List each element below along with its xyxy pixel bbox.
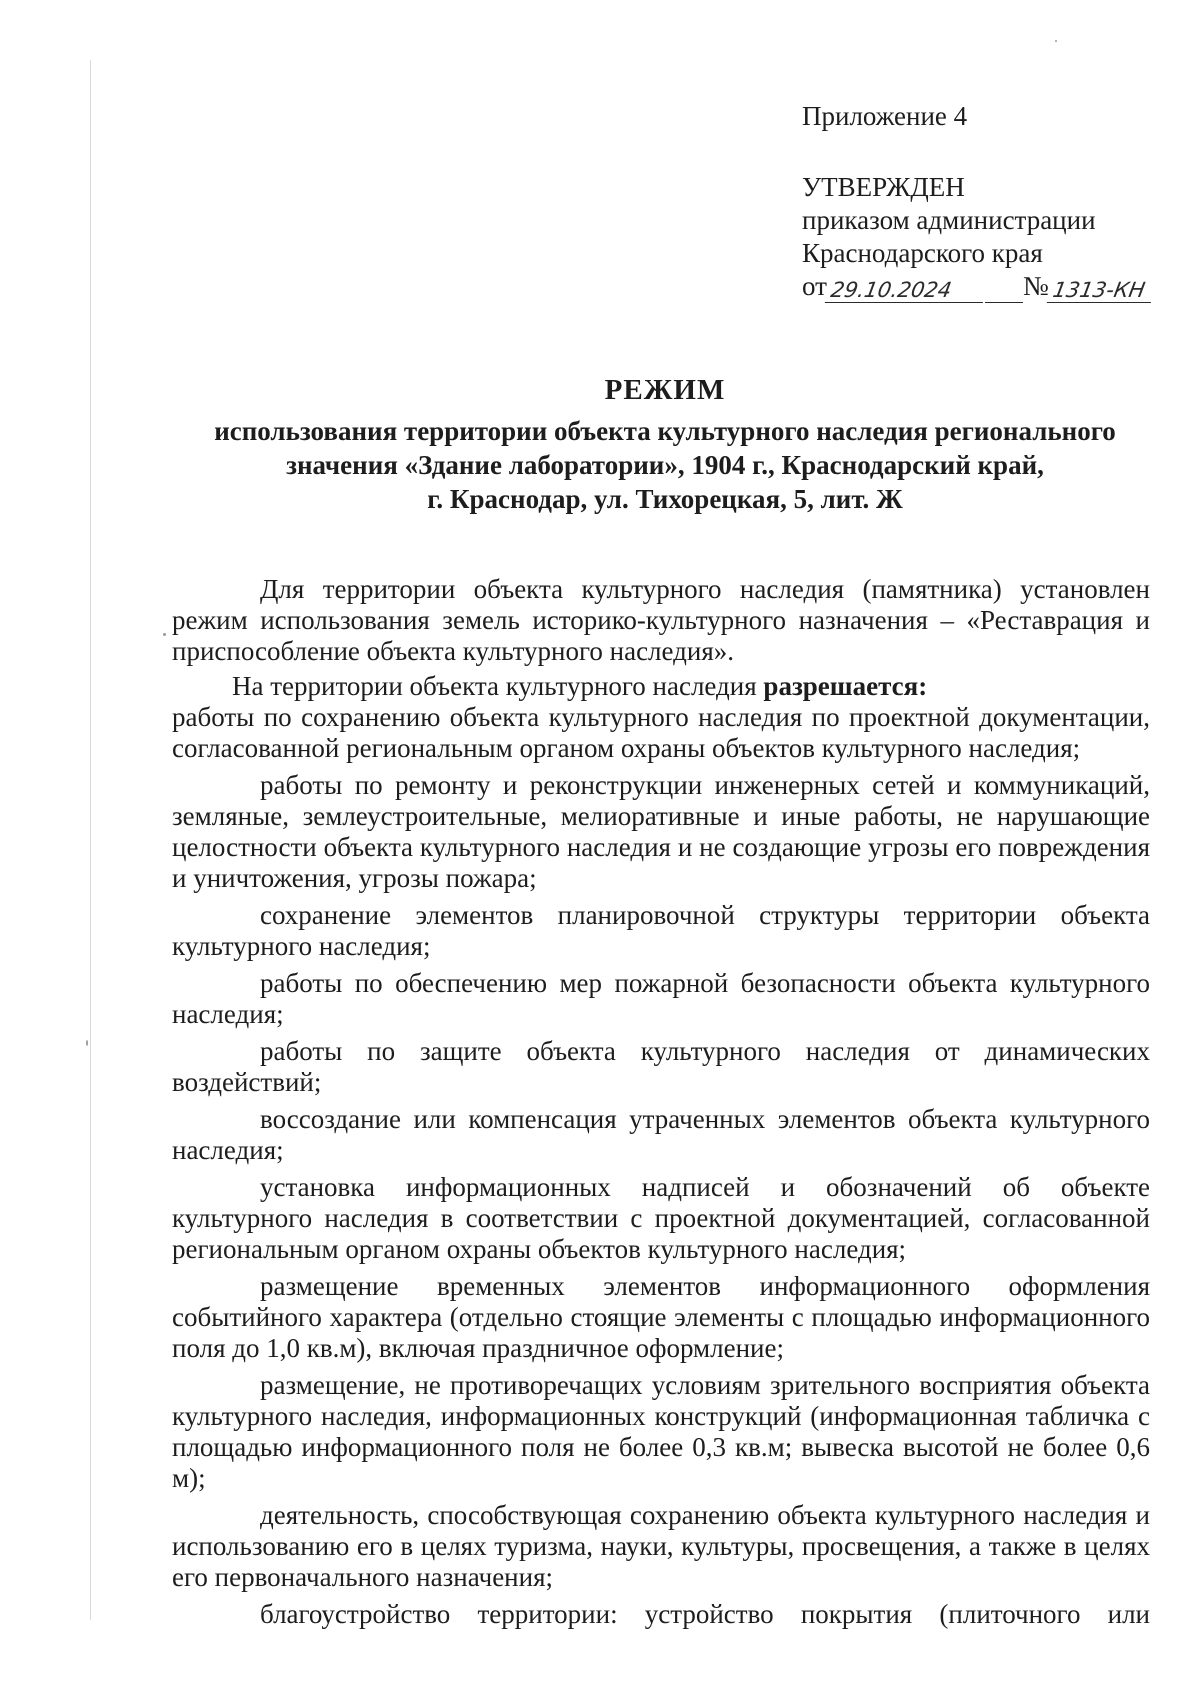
handwritten-date: 29.10.2024 <box>825 278 987 303</box>
list-item: работы по защите объекта культурного наследия от динамических воздействий; <box>172 1036 1150 1097</box>
list-item: воссоздание или компенсация утраченных элементов объекта культурного наследия; <box>172 1104 1150 1165</box>
list-item: размещение, не противоречащих условиям зрительного восприятия объекта культурного наследия, информационных конструкций (информационная табличка с площадью информационного поля не более 0,3 кв.м; вывеска высотой не более 0,6 м); <box>172 1370 1150 1493</box>
appendix-label: Приложение 4 <box>802 101 968 131</box>
approved-by-line-1: приказом администрации <box>802 205 1096 235</box>
list-item: работы по обеспечению мер пожарной безопасности объекта культурного наследия; <box>172 968 1150 1029</box>
scan-speck <box>1055 40 1057 42</box>
permitted-lead-bold: разрешается: <box>763 671 928 701</box>
page-title: РЕЖИМ <box>604 374 726 406</box>
number-prefix: № <box>1022 271 1049 301</box>
intro-paragraph: Для территории объекта культурного наследия (памятника) установлен режим использования земель историко-культурного назначения – «Реставрация и приспособление объекта культурного наследия». <box>172 574 1150 666</box>
date-underline-gap <box>985 278 1023 303</box>
permitted-lead <box>172 671 1150 702</box>
scan-edge-line <box>90 60 91 1620</box>
list-item: деятельность, способствующая сохранению объекта культурного наследия и использованию его в целях туризма, науки, культуры, просвещения, а также в целях его первоначального назначения; <box>172 1500 1150 1592</box>
list-item: работы по ремонту и реконструкции инженерных сетей и коммуникаций, земляные, землеустроительные, мелиоративные и иные работы, не нарушающие целостности объекта культурного наследия и не создающие угрозы его повреждения и уничтожения, угрозы пожара; <box>172 770 1150 893</box>
scan-speck <box>86 1040 88 1046</box>
approved-by-line-2: Краснодарского края <box>802 238 1043 268</box>
document-body <box>172 574 1150 1630</box>
scan-speck <box>163 633 166 636</box>
subtitle-line-1: использования территории объекта культурного наследия регионального <box>214 416 1116 446</box>
subtitle-line-3: г. Краснодар, ул. Тихорецкая, 5, лит. Ж <box>427 484 903 514</box>
date-prefix: от <box>802 271 827 301</box>
permitted-lead-text: На территории объекта культурного наследия <box>232 671 764 701</box>
approval-block <box>802 100 1162 303</box>
list-item: размещение временных элементов информационного оформления событийного характера (отдельно стоящие элементы с площадью информационного поля до 1,0 кв.м), включая праздничное оформление; <box>172 1271 1150 1363</box>
date-number-row <box>802 270 1162 303</box>
title-block <box>150 372 1180 516</box>
subtitle-line-2: значения «Здание лаборатории», 1904 г., Краснодарский край, <box>286 450 1044 480</box>
list-item: установка информационных надписей и обозначений об объекте культурного наследия в соответствии с проектной документацией, согласованной региональным органом охраны объектов культурного наследия; <box>172 1172 1150 1264</box>
list-item: благоустройство территории: устройство покрытия (плиточного или <box>260 1599 1150 1629</box>
list-item: сохранение элементов планировочной структуры территории объекта культурного наследия; <box>172 900 1150 961</box>
list-item: работы по сохранению объекта культурного наследия по проектной документации, согласованной региональным органом охраны объектов культурного наследия; <box>172 702 1150 763</box>
handwritten-number: 1313-КН <box>1047 278 1155 303</box>
approved-label: УТВЕРЖДЕН <box>802 172 965 202</box>
